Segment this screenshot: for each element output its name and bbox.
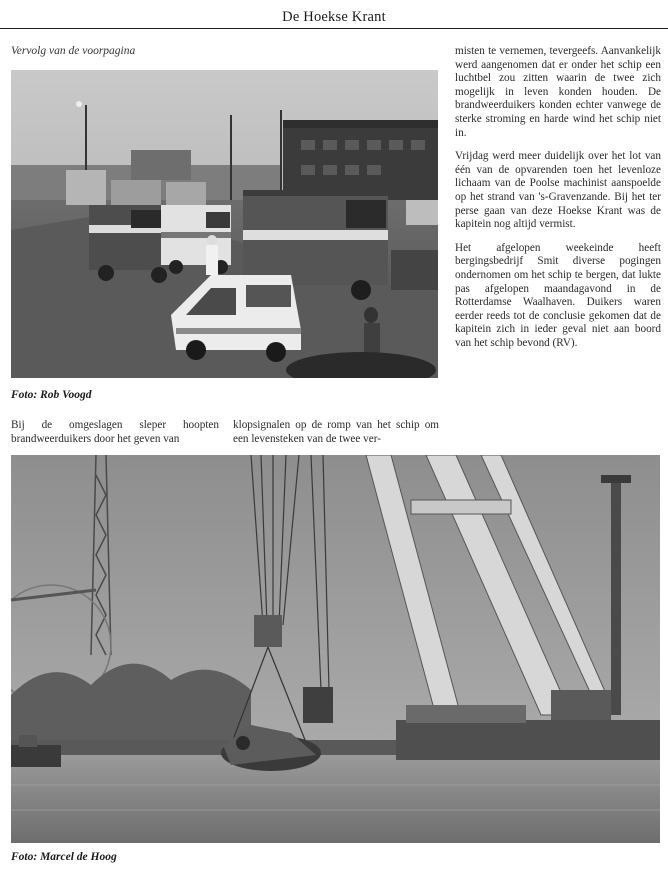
article-column-1 (11, 419, 219, 446)
article-column-3 (455, 45, 661, 360)
article-paragraph-3: Het afgelopen weekeinde heeft bergingsbedrijf Smit diverse pogingen ondernomen om het schip te bergen, dat lukte pas afgelopen maandagavond in de Rotterdamse Waalhaven. Duikers waren eerder reeds tot de conclusie gekomen dat de kapitein zich in ieder geval niet aan boord van het schip bevond (RV). (455, 241, 661, 349)
article-column-2 (233, 419, 439, 446)
street-with-emergency-vehicles-photo (11, 70, 438, 378)
photo-credit-marcel-de-hoog: Foto: Marcel de Hoog (11, 851, 117, 863)
newspaper-title: De Hoekse Krant (282, 9, 386, 25)
continued-from-front-page: Vervolg van de voorpagina (11, 45, 136, 57)
article-paragraph-2: Vrijdag werd meer duidelijk over het lot van één van de opvarenden toen het levenloze lichaam van de Poolse machinist aanspoelde op het strand van 's-Gravenzande. Bij het ter perse gaan van deze Hoekse Krant was de kapitein nog altijd vermist. (455, 150, 661, 231)
article-text-col2: klopsignalen op de romp van het schip om een levensteken van de twee ver- (233, 419, 439, 445)
article-paragraph-1: misten te vernemen, tevergeefs. Aanvankelijk werd aangenomen dat er onder het schip een luchtbel zou zitten waarin de twee zich mogelijk in leven konden houden. De brandweerduikers konden echter vanwege de sterke stroming en harde wind het schip niet in. (455, 45, 661, 139)
salvage-cranes-and-capsized-tug-photo (11, 455, 660, 843)
photo-credit-rob-voogd: Foto: Rob Voogd (11, 389, 92, 401)
masthead (0, 4, 668, 29)
article-text-col1: Bij de omgeslagen sleper hoopten brandweerduikers door het geven van (11, 419, 219, 445)
